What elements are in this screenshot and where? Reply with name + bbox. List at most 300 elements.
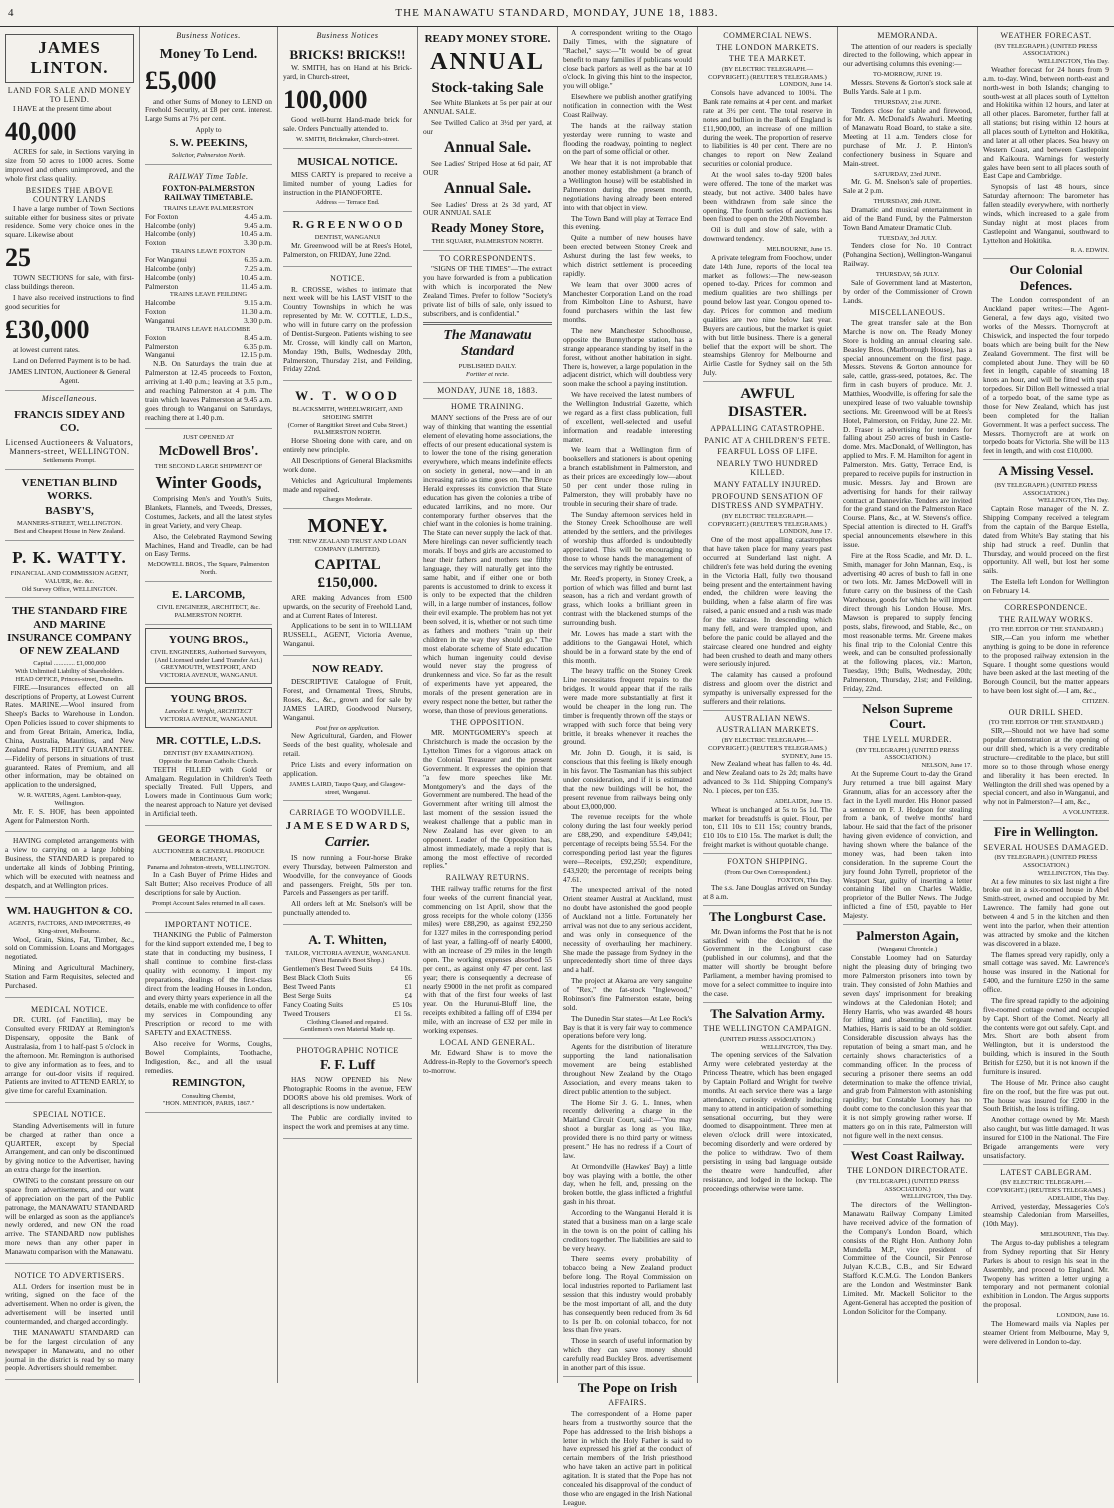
stock-text: See White Blankets at 5s per pair at our ANNUAL SALE. bbox=[423, 97, 552, 116]
price-item: Gentlemen's Best Tweed Suits bbox=[283, 964, 373, 974]
just-opened: JUST OPENED AT bbox=[182, 434, 235, 442]
thomas-sub: AUCTIONEER & GENERAL PRODUCE MERCHANT, bbox=[152, 848, 265, 863]
hose-text: See Ladies' Striped Hose at 6d pair, AT OUR bbox=[423, 158, 552, 177]
edwards-text: IS now running a Four-horse Brake every Thursday, between Palmerston and Woodville, for the conveyance of Goods and passengers. Freight, 50s per ton. Parcels and Passengers as per tariff. bbox=[283, 852, 412, 898]
linton-ad bbox=[5, 29, 134, 391]
memo-date1: TO-MORROW, JUNE 19. bbox=[873, 71, 942, 79]
rail-table-1 bbox=[145, 213, 272, 249]
ready-text3: New Agricultural, Garden, and Flower Seeds of the best quality, wholesale and retail. bbox=[283, 731, 412, 759]
rail-t3: TRAINS LEAVE FEILDING bbox=[169, 291, 248, 299]
young-ad bbox=[145, 628, 272, 684]
aus-byline: (BY ELECTRIC TELEGRAPH.—COPYRIGHT.) (REUTER'S TELEGRAMS.) bbox=[708, 737, 827, 752]
misc-head-2: MISCELLANEOUS. bbox=[869, 307, 946, 317]
fire-head: Fire in Wellington. bbox=[994, 823, 1098, 839]
timetable-time: 10.45 a.m. bbox=[240, 272, 272, 282]
greenwood-text: Mr. Greenwood will be at Rees's Hotel, Palmerston, on FRIDAY, June 22nd. bbox=[283, 241, 412, 260]
home-text: MANY sections of the Press are of our way of thinking that wanting the essential element of elevating home associations, the effects of our present educational system is to lower the tone of the rising generation everywhere, which means indefinite effects on society in general, now—and in an increasing ratio as time goes on. The Bruce Herald expresses its conviction that State education has given the colonies a tribe of educated larrikins, and no more. Our contemporary further observes that the chief want in the colonies is home training. The State can never supply the lack of that. Mere hirelings can never sufficiently teach morals. If boys and girls are accustomed to hear their fathers and mothers use filthy language, they will naturally get into the same habit, and if either one or both parents is accustomed to drink to excess it is only to be expected that the children will, in a large number of instances, follow their evil example. The problem has not yet been solved, it is, whether or not such time as fathers and mothers "train up their children in the way they should go." The most elaborate scheme of State education which human ingenuity could devise would never stay the progress of drunkenness and vice. So far as the result of experiments have yet appeared, the morals of the present generation are in every respect none the better, but rather the worse, than those of previous generations. bbox=[423, 412, 552, 715]
mcd-goods: Winter Goods, bbox=[155, 472, 262, 492]
palm-head: Palmerston Again, bbox=[856, 927, 959, 943]
larcomb-ad bbox=[145, 585, 272, 625]
news-12: Mr. Reed's property, in Stoney Creek, a portion of which was filled and burnt last season, has a rich and verdant growth of grass, which looks a brilliant green in contrast with the blackened stumps of the surrounding bush. bbox=[563, 573, 692, 627]
foxton-sub: (From Our Own Correspondent.) bbox=[724, 868, 811, 876]
masthead bbox=[0, 0, 1114, 27]
whitten-price-list bbox=[283, 965, 412, 1018]
cottle-text: TEETH FILLED with Gold or Amalgam. Regulation in Children's Teeth specially Treated. Full Uppers, and Lowers made in Continuous Gum work; the nearest approach to Nature yet devised in Artificial teeth. bbox=[145, 764, 272, 818]
memo-date5: TUESDAY, 3rd JULY. bbox=[878, 234, 937, 242]
music-ad bbox=[283, 152, 412, 213]
disaster-sub: APPALLING CATASTROPHE. bbox=[710, 424, 825, 434]
corr-sub: THE RAILWAY WORKS. bbox=[998, 614, 1094, 624]
long-head: The Longburst Case. bbox=[709, 909, 826, 925]
news-5: The Town Band will play at Terrace End this evening. bbox=[563, 213, 692, 232]
price-item: Tweed Trousers bbox=[283, 1008, 330, 1018]
linton-sub: LAND FOR SALE AND MONEY TO LEND. bbox=[7, 85, 132, 105]
mcd-text: Comprising Men's and Youth's Suits, Blankets, Flannels, and Tweeds, Dresses, Costumes, Jackets, and all the latest styles in great Variety, and very Cheap. bbox=[145, 494, 272, 530]
paper-motto: Fortiter et recte. bbox=[466, 370, 509, 378]
fire-line: Fire at the Ross Scadie, and Mr. D. L. Smith, manager for John Mannan, Esq., is advertising 40 acres of bush to fall in one or two lots. Mr. James McDowell will in future carry on the business of the Cash Warehouse, goods for which he will import direct through his London House. Mrs. Mawson is prepared to supply fencing posts, slabs, firewood, and Stable, &c., on most reasonable terms. Mr. Greene makes his final trip to the Colonial Centre this week, and can be consulted professionally at the following places, viz.: Marton, Tuesday, 19th; Bulls, Wednesday, 20th; Palmerston, Thursday, 21st; and Feilding, Friday, 22nd. bbox=[843, 550, 972, 693]
memo-text7: Sale of Government land at Masterton, by order of the Commissioner of Crown Lands. bbox=[843, 277, 972, 305]
price-item: Best Tweed Pants bbox=[283, 982, 336, 991]
greenwood-sub: DENTIST, WANGANUI bbox=[314, 234, 381, 242]
timetable-destination: For Foxton bbox=[145, 211, 179, 221]
pope-text: The correspondent of a Home paper hears from a trustworthy source that the Pope has addressed to the Irish bishops a letter in which the Holy Father is said to have expressed his grief at the conduct of certain members of the Irish priesthood who have taken an active part in political agitation. It is stated that the Pope has not concealed his disapproval of the conduct of those who are engaged in the Irish National League. bbox=[563, 1408, 692, 1507]
blind-ad bbox=[5, 473, 134, 541]
news-4: We hear that it is not improbable that another money establishment (a branch of a Wellington house) will be established in Palmerston during the present month, negotiations having already been entered into with that object in view. bbox=[563, 158, 692, 212]
cable-dateline: ADELAIDE, This Day. bbox=[1047, 1194, 1109, 1202]
news-20: Agents for the distribution of literature supporting the land nationalisation movement are being established throughout New Zealand by the Otago Association, and every means taken to direct public attention to the subject. bbox=[563, 1042, 692, 1096]
foxton-head: FOXTON SHIPPING. bbox=[727, 857, 808, 867]
linton-name: JAMES LINTON. bbox=[5, 34, 134, 83]
price-value: £4 10s. bbox=[390, 964, 412, 974]
page-title: THE MANAWATU STANDARD, MONDAY, JUNE 18, 1883. bbox=[395, 7, 719, 19]
opp-text: MR. MONTGOMERY's speech at Christchurch is made the occasion by the Lyttelton Times for a vigorous attack on the Colonial Treasurer and the present Government. It expresses the opinion that "a few more speeches like Mr. Montgomery's and the days of the Government are numbered. The head of the Government after writing till almost the last moment of the session issued the weakest challenge that a public man in New Zealand has ever given to an opponent. Leader of the Opposition has, almost immediately, made a reply that is among the most effective of recorded replies." bbox=[423, 728, 552, 871]
wcr-byline: (BY TELEGRAPH.) (UNITED PRESS ASSOCIATION.) bbox=[856, 1177, 959, 1193]
tea-byline: (BY ELECTRIC TELEGRAPH.—COPYRIGHT.) (REUTER'S TELEGRAMS.) bbox=[708, 65, 827, 81]
salv-sub: THE WELLINGTON CAMPAIGN. bbox=[703, 1024, 832, 1034]
news-14: The heavy traffic on the Stoney Creek Line necessitates frequent repairs to the bridges. It would appear that if the rails were made more substantially at first it would be cheaper in the long run. The timber is frequently thrown off the stays or wrapped with such force that being very brittle, it breaks whenever it reaches the ground. bbox=[563, 666, 692, 747]
linton-para5: Land on Deferred Payment is to be had. bbox=[13, 355, 131, 365]
opp-head: THE OPPOSITION. bbox=[450, 717, 525, 727]
timetable-time: 9.15 a.m. bbox=[244, 298, 272, 308]
rail-table-2 bbox=[145, 256, 272, 292]
wood-sub: BLACKSMITH, WHEELWRIGHT, AND SHOEING SMITH bbox=[292, 405, 403, 421]
memo-date4: THURSDAY, 28th JUNE. bbox=[873, 198, 942, 206]
aus-text: New Zealand wheat has fallen to 4s. 4d. and New Zealand oats to 2s 2d; malts have advanced to 3s 11d. Shipping Company's No. 1 pieces, per ton £35. bbox=[703, 759, 832, 796]
photo-head: PHOTOGRAPHIC NOTICE bbox=[296, 1046, 399, 1056]
news-2: Elsewhere we publish another gratifying notification in connection with the West Coast Railway. bbox=[563, 92, 692, 119]
timetable-destination: Foxton bbox=[145, 238, 166, 248]
blind-head: VENETIAN BLIND WORKS. bbox=[21, 476, 118, 502]
column-1 bbox=[0, 27, 140, 1383]
news-18: The project at Akaroa are very sanguine of "Rex," the fat-stock "Inglewood," Robinson's fine Palmerston estate, being sold. bbox=[563, 976, 692, 1012]
remington-notice-text: THANKING the Public of Palmerston for the kind support extended me, I beg to state that in conducting my business, I shall continue to combine first-class quality with economy. I import my preparations, dealings of the first-class direct from the leading Houses in London, and every thirty years experience in all the details, enable me with confidence to offer my services in Compounding any Prescription or record to me with SAFETY and EXACTNESS. bbox=[145, 930, 272, 1038]
whitten-tail: Clothing Cleaned and repaired. bbox=[306, 1018, 389, 1026]
notice-head: NOTICE TO ADVERTISERS. bbox=[14, 1270, 125, 1280]
linton-town-num: 25 bbox=[5, 243, 31, 273]
young-sub: CIVIL ENGINEERS, Authorised Surveyors, (And Licensed under Land Transfer Act.) bbox=[150, 648, 267, 664]
wood-name: W. T. WOOD bbox=[295, 388, 400, 404]
wood-addr: (Corner of Rangitikei Street and Cuba Street.) PALMERSTON NORTH. bbox=[287, 421, 408, 437]
wright-name: YOUNG BROS. bbox=[170, 693, 247, 706]
palm-text: Constable Loomey had on Saturday night the pleasing duty of bringing two more Palmerston prisoners into town by train. They consisted of John Mathies and seven days' imprisonment for breaking windows at the Caledonian Hotel; and Henry Harris, who was awarded 48 hours for idling and absenting the Sergeant Mathies, Harris is said to be an old soldier. Considerable discussion always has the reputation of being a smart man, and he certainly shows characteristics of a commanding officer. In the process of securing a prisoner there seems an odd determination to make the offence trivial, and grab from Palmerston with astonishing rapidity; but Constable Loomey has no doubt come to the conclusion this year that it is not simply growing rather worse. If matters go on in this rate, Palmerston will not figure well in the next census. bbox=[843, 953, 972, 1140]
sidey-sub: Licensed Auctioneers & Valuators, Manners-street, WELLINGTON. bbox=[5, 437, 134, 457]
timetable-time: 12.15 p.m. bbox=[240, 350, 272, 360]
linton-para1: I HAVE at the present time about bbox=[13, 103, 112, 113]
cable-dateline3: LONDON, June 16. bbox=[1056, 1312, 1109, 1320]
linton-acres: 40,000 bbox=[5, 116, 77, 146]
watty-ad bbox=[5, 544, 134, 599]
sidey-name: FRANCIS SIDEY AND CO. bbox=[14, 409, 125, 435]
money-sign: Solicitor, Palmerston North. bbox=[171, 152, 246, 160]
blind-name: BASBY'S, bbox=[45, 504, 94, 517]
crosse-text: R. CROSSE, wishes to intimate that next week will be his LAST VISIT to the Country Townships in which he was represented by Mr. W. COTTLE, L.D.S., who will in future carry on the profession of Dentist-Surgeon. Patients wishing to see Mr. Crosse, will kindly call on Marton, Monday 19th, Bulls, Wednesday 20th, Palmerston, Thursday 21st, and Feilding, Friday 22nd. bbox=[283, 284, 412, 374]
fire-liab: With Unlimited Liability of Shareholders. bbox=[15, 668, 124, 676]
thomas-ad bbox=[145, 829, 272, 913]
nelson-byline: (BY TELEGRAPH.) (UNITED PRESS ASSOCIATION.) bbox=[856, 746, 959, 762]
timetable-time: 6.35 p.m. bbox=[244, 341, 272, 351]
special-ad bbox=[5, 1106, 134, 1264]
cottle-name: MR. COTTLE, L.D.S. bbox=[156, 734, 261, 747]
linton-besides: BESIDES THE ABOVE COUNTRY LANDS bbox=[25, 185, 114, 205]
money-head: MONEY. bbox=[307, 515, 388, 538]
memo-date2: THURSDAY, 21st JUNE. bbox=[873, 98, 942, 106]
timetable-destination: Foxton bbox=[145, 307, 166, 317]
memo-text2: Messrs. Stevens & Gorton's stock sale at Bulls Yards. Sale at 1 p.m. bbox=[843, 78, 972, 96]
money-apply-2: Applications to be sent in to WILLIAM RUSSELL, AGENT, Victoria Avenue, Wanganui. bbox=[283, 621, 412, 649]
news-21: The Home Sir J. G. L. Innes, when recently delivering a charge in the Maitland Circuit Court, said:—"You may shoot a burglar as long as you like, provided there is no third party or witness present." He has no redress if a Court of law. bbox=[563, 1097, 692, 1160]
paper-date: MONDAY, JUNE 18, 1883. bbox=[437, 385, 538, 395]
rail-table-4 bbox=[145, 334, 272, 361]
fire-text6: Another cottage owned by Mr. Marsh also caught, but was little damaged. It was insured for £100 in the National. The Fire Brigade arrangements were very unsatisfactory. bbox=[983, 1115, 1109, 1160]
weather-byline: (BY TELEGRAPH.) (UNITED PRESS ASSOCIATION.) bbox=[994, 42, 1098, 58]
thomas-text: In a Cash Buyer of Prime Hides and Salt Butter; Also receives Produce of all descriptions for sale by Auction. bbox=[145, 870, 272, 898]
store-head: READY MONEY STORE. bbox=[424, 33, 551, 45]
disaster-sub5: MANY FATALLY INJURED. bbox=[713, 480, 822, 490]
news-23: According to the Wanganui Herald it is stated that a business man on a large scale in the town is on the point of calling his creditors together. The liabilities are said to be very heavy. bbox=[563, 1208, 692, 1253]
news-22: At Ormondville (Hawkes' Bay) a little boy was playing with a bottle, the other day, when he fell, and, pressing on the broken bottle, the glass inflicted a frightful gash in his throat. bbox=[563, 1161, 692, 1207]
price-value: £5 10s bbox=[392, 999, 412, 1009]
news-10: We learn that a Wellington firm of booksellers and stationers is about opening a branch establishment in Palmerston, and as their prices are exceedingly low—about 50 per cent under those ruling in Palmerston, they will probably have no trouble in securing their share of trade. bbox=[563, 445, 692, 508]
remington-name: REMINGTON, bbox=[172, 1077, 245, 1090]
railway-head: RAILWAY RETURNS. bbox=[445, 873, 530, 883]
bricks-text: W. SMITH, has on Hand at his Brick-yard, in Church-street, bbox=[283, 63, 412, 82]
news-1: A correspondent writing to the Otago Daily Times, with the signature of "Rachel," says:—"It would be of great benefit to many families if publicans would close back parlors as well as the bar at 10 o'clock. In giving this hint to the inspector, you will oblige." bbox=[563, 28, 692, 91]
news-16: The revenue receipts for the whole colony during the last four weekly period are £88,290, and expenditure £49,041; percentage of receipts being 55.54. For the corresponding period last year the figures were—Receipts, £92,250; expenditure, £43,920; the percentage of receipts being 47.61. bbox=[563, 812, 692, 884]
fire-name: THE STANDARD FIRE AND MARINE INSURANCE COMPANY OF NEW ZEALAND bbox=[7, 605, 132, 658]
memo-date3: SATURDAY, 23rd JUNE. bbox=[873, 170, 942, 178]
news-13: Mr. Lowes has made a start with the additions to the Gangawai Hotel, which should be in a forward state by the end of this month. bbox=[563, 628, 692, 665]
rail-sub: FOXTON-PALMERSTON RAILWAY TIMETABLE. bbox=[162, 183, 255, 203]
luff-ad bbox=[283, 1042, 412, 1139]
salv-text: The opening services of the Salvation Army were celebrated yesterday at the Princess Theatre, which has been engaged by Captain Pollard and Wright for twelve months. At each service there was a large attendance, curiosity evidently inducing many to attend in anticipation of something sensational occurring, but they were doomed to disappointment. Three men at eleven o'clock drill were intoxicated, becoming disorderly and were ordered by the police to withdraw. Two of them persisting in using bad language outside the theatre were handcuffed, after resistance, and lodged in the lockup. The proceedings otherwise were tame. bbox=[703, 1050, 832, 1193]
columns bbox=[0, 27, 1114, 1507]
cottle-addr: Opposite the Roman Catholic Church. bbox=[158, 757, 259, 765]
remington-tail: "HON. MENTION, PARIS, 1867." bbox=[162, 1100, 255, 1108]
column-4 bbox=[418, 27, 558, 1383]
music-addr: Address — Terrace End. bbox=[315, 199, 380, 207]
calico-text: See Twilled Calico at 3½d per yard, at our bbox=[423, 117, 552, 136]
rail-note: N.B. On Saturdays the train due at Palmerston at 12.45 proceeds to Foxton, arriving at 1.40 p.m.; leaving at 3.5 p.m., and reaching Palmerston at 4 p.m. The train which leaves Palmerston at 9.45 a.m. goes through to Wanganui on Saturdays, reaching there at 1.40 p.m. bbox=[145, 359, 272, 422]
foxton-dateline: FOXTON, This Day. bbox=[777, 876, 832, 884]
hof-text: Mr. F. S. HOF, has been appointed Agent for Palmerston North. bbox=[5, 806, 134, 825]
corr-sign: CITIZEN. bbox=[1082, 698, 1109, 706]
money-apply: Apply to bbox=[195, 125, 222, 135]
news-11: The Sunday afternoon services held in the Stoney Creek Schoolhouse are well attended by the settlers, and the privileges of worship thus afforded is undoubtedly appreciated. This will be encouraging to those to whose hands the management of the services may rightly be entrusted. bbox=[563, 509, 692, 572]
salv-byline: (UNITED PRESS ASSOCIATION.) bbox=[720, 1035, 815, 1043]
music-text: MISS CARTY is prepared to receive a limited number of young Ladies for instruction in the PIANOFORTE. bbox=[283, 169, 412, 197]
cable-text2: The Argus to-day publishes a telegram from Sydney reporting that Sir Henry Parkes is about to resign his seat in the Assembly, and proceed to England. Mr. Twopeny has written a letter urging a temporary and not permanent colonial exhibition in London. The Argus supports the proposal. bbox=[983, 1238, 1109, 1310]
mcd-text2: Also, the Celebrated Raymond Sewing Machines, Hand and Treadle, can be had on Easy Terms. bbox=[145, 531, 272, 559]
memo-text5: Dramatic and musical entertainment in aid of the Band Fund, by the Palmerston Town Band Amateur Dramatic Club. bbox=[843, 205, 972, 232]
wright-sub: Lancelot E. Wright, ARCHITECT bbox=[164, 708, 253, 716]
tea-dateline: LONDON, June 14. bbox=[779, 81, 832, 89]
adelaide-text: Wheat is unchanged at 5s to 5s 1d. The market for breadstuffs is quiet. Flour, per ton, £11 10s to £11 15s; country brands, £10 10s to £10 15s. The market is dull; the freight market is without quotable change. bbox=[703, 804, 832, 850]
bricks-sign: W. SMITH, Brickmaker, Church-street. bbox=[296, 135, 399, 143]
timetable-destination: Halcombe (only) bbox=[145, 220, 196, 230]
aus-sub: AUSTRALIAN MARKETS. bbox=[716, 725, 819, 735]
fire-byline: (BY TELEGRAPH.) (UNITED PRESS ASSOCIATION.) bbox=[994, 854, 1098, 869]
memo-head: MEMORANDA. bbox=[877, 31, 938, 40]
remington-ad bbox=[145, 916, 272, 1113]
price-value: £1 5s. bbox=[394, 1008, 412, 1018]
business-head: Business Notices. bbox=[176, 31, 241, 40]
weather-dateline: WELLINGTON, This Day. bbox=[1037, 58, 1109, 66]
crosse-head: NOTICE. bbox=[330, 274, 365, 284]
timetable-row bbox=[145, 317, 272, 326]
colonial-text: The London correspondent of an Auckland paper writes:—The Agent-General, a few days ago, visited two works of the Messrs. Thornycroft at Chiswick, and inspected the four torpedo boats which are being built for the New Zealand Government. The first will be completed about June. They will be 60 feet in length, capable of steaming 18 knots an hour, and will be fitted with spar torpedoes. Sir Dillon Bell witnessed a trial of a torpedo boat, of the same type as those for New Zealand, which has just been completed for the Italian Government. It was a perfect success. The Messrs. Thornycroft are at work on torpedo boats for Victoria. She will be 113 feet in length, and with cost £10,000. bbox=[983, 295, 1109, 456]
cable-head: LATEST CABLEGRAM. bbox=[1000, 1167, 1092, 1177]
cable-text: Arrived, yesterday, Messageries Co's steamship Caledonian from Marseilles, (10th May). bbox=[983, 1201, 1109, 1229]
news-7: We learn that over 3000 acres of Manchester Corporation Land on the road from Kimbolton Line to Ashurst, have found purchasers within the last few months. bbox=[563, 279, 692, 325]
nelson-sub: THE LYELL MURDER. bbox=[863, 735, 952, 745]
news-17: The unexpected arrival of the noted Orient steamer Austral at Auckland, must no doubt have astonished the good people of Auckland not a little. Fortunately her arrival was not due to any serious accident, and was only in consequence of the necessity of overhauling her machinery. She made the passage from Sydney in the unprecedentedly short time of three days and a half. bbox=[563, 885, 692, 975]
rail-t2: TRAINS LEAVE FOXTON bbox=[171, 248, 246, 256]
money-amount: £5,000 bbox=[145, 66, 217, 96]
news-15: Mr. John D. Gough, it is said, is conscious that this feeling is likely enough in his favor. The Tasmanian has this subject under consideration, and if it is estimated that the new buildings will be hot, the present revenue from railways being only about £3,000,000. bbox=[563, 748, 692, 811]
timetable-destination: Palmerston bbox=[145, 281, 179, 291]
news-6: Quite a number of new houses have been erected between Stoney Creek and Ashurst during the last few weeks, to which district settlement is proceeding rapidly. bbox=[563, 233, 692, 278]
timetable-time: 4.45 a.m. bbox=[244, 211, 272, 221]
palm-sub: (Wanganui Chronicle.) bbox=[877, 946, 938, 954]
haughton-text: Wool, Grain, Skins, Fat, Timber, &c., sold on Commission. Loans and Mortgages negotiated. bbox=[5, 934, 134, 962]
rail-t1: TRAINS LEAVE PALMERSTON bbox=[163, 204, 254, 212]
timetable-time: 7.25 a.m. bbox=[244, 263, 272, 273]
disaster-sub6: PROFOUND SENSATION OF DISTRESS AND SYMPATHY. bbox=[711, 491, 824, 511]
fire-sub: SEVERAL HOUSES DAMAGED. bbox=[983, 842, 1109, 852]
thomas-name: GEORGE THOMAS, bbox=[157, 832, 260, 845]
timetable-destination: Halcombe (only) bbox=[145, 272, 196, 282]
young-addr: GREYMOUTH, WESTPORT, AND VICTORIA AVENUE, WANGANUI. bbox=[159, 664, 258, 680]
colonial-head: Our Colonial Defences. bbox=[1009, 262, 1083, 293]
lustre-text: See Ladies' Dress at 2s 3d yard, AT OUR ANNUAL SALE bbox=[423, 199, 552, 218]
timetable-destination: Wanganui bbox=[145, 315, 175, 325]
thomas-tail: Prompt Account Sales returned in all cases. bbox=[152, 900, 265, 908]
london-head: THE LONDON MARKETS. bbox=[715, 42, 820, 52]
nelson-text: At the Supreme Court to-day the Grand Jury returned a true bill against Mary Grannum, alias for an accessory after the fact in the Lyell murder. His Honor passed a sentence on F. J. Hodgson for stealing from a bank, of twelve months' hard labour. He said that the fact of the prisoner having given evidence of conviction, and having shown where the balance of the money was, had been taken into consideration. In the supreme Court the jury found John Tyrrell, proprietor of the Westport Star, guilty of inserting a letter containing libel on Charles Waldie, proprietor of the Buller News. The Judge inflicted a fine of £50, payable to Her Majesty. bbox=[843, 769, 972, 921]
vessel-byline: (BY TELEGRAPH.) (UNITED PRESS ASSOCIATION.) bbox=[994, 481, 1098, 497]
wood-text3: Vehicles and Agricultural Implements made and repaired. bbox=[283, 475, 412, 494]
wcr-text: The directors of the Wellington-Manawatu Railway Company Limited have received advice of the formation of the Company's London Board, which consists of the Right Hon. Anthony John Mundella M.P., vice president of Committee of the Council, Sir Penrose Julyan K.C.B., C.B., and Sir Edward Stafford K.C.M.G. The London Bankers are the London and Westminster Bank Limited. Mr. Mackell Solicitor to the Agent-General has accepted the position of London Solicitor for the Company. bbox=[843, 1200, 972, 1316]
drill-sign: A VOLUNTEER. bbox=[1062, 809, 1109, 817]
wcr-dateline: WELLINGTON, This Day. bbox=[900, 1193, 972, 1201]
timetable-time: 6.35 a.m. bbox=[244, 254, 272, 264]
timetable-destination: Halcombe bbox=[145, 298, 176, 308]
price-item: Best Serge Suits bbox=[283, 990, 332, 1000]
weather-head: WEATHER FORECAST. bbox=[1000, 31, 1092, 40]
timetable-destination: Halcombe (only) bbox=[145, 229, 196, 239]
cottle-sub: DENTIST (BY EXAMINATION). bbox=[163, 750, 254, 758]
linton-para3: I have a large number of Town Sections suitable either for business sites or private residence. Some very choice ones in the square. Likewise about bbox=[5, 203, 134, 240]
cable-text3: The Homeward mails via Naples per steamer Orient from Melbourne, May 9, were delivered in London to-day. bbox=[983, 1318, 1109, 1346]
cable-dateline2: MELBOURNE, This Day. bbox=[1040, 1231, 1109, 1239]
larcomb-name: E. LARCOMB, bbox=[171, 588, 246, 601]
ready-sign: JAMES LAIRD, Taupo Quay, and Glasgow-street, Wanganui. bbox=[289, 780, 406, 796]
annual-sale: Annual Sale. bbox=[443, 139, 532, 157]
notice-text: ALL Orders for insertion must be in writing, signed on the face of the advertisement. When no order is given, the advertisement will be inserted until countermanded, and charged accordingly. bbox=[5, 1281, 134, 1327]
timetable-time: 9.45 a.m. bbox=[244, 220, 272, 230]
printing-text: HAVING completed arrangements with a view to carrying on a large Jobbing Business, the STANDARD is prepared to undertake all kinds of Jobbing Printing, which will be executed with neatness and despatch, and at Wellington prices. bbox=[5, 836, 134, 890]
column-6 bbox=[698, 27, 838, 1383]
page-number: 4 bbox=[8, 7, 15, 19]
timetable-destination: Halcombe (only) bbox=[145, 263, 196, 273]
insurance-ad bbox=[5, 601, 134, 832]
blind-tail: Best and Cheapest House in New Zealand. bbox=[13, 527, 125, 535]
whitten-tail2: Gentlemen's own Material Made up. bbox=[300, 1026, 395, 1034]
greenwood-name: R. G R E E N W O O D bbox=[292, 219, 403, 232]
bricks-ad bbox=[283, 43, 412, 149]
vessel-dateline: WELLINGTON, This Day. bbox=[1037, 497, 1109, 505]
timetable-destination: Palmerston bbox=[145, 341, 179, 351]
drill-text: SIR,—Should not we have had some popular demonstration at the opening of our drill shed, which is a very creditable structure—creditable to the place, but still more so to those through whose energy and liberality it has been erected. In Wellington the drill shed was opened by a special concert, and also in Wanganui, and why not in Palmerston?—I am, &c., bbox=[983, 726, 1109, 807]
business-head-2: Business Notices bbox=[316, 31, 379, 40]
mcd-name: McDowell Bros'. bbox=[158, 444, 259, 460]
tea-text: Consols have advanced to 100¼. The Bank rate remains at 4 per cent. and market rate at 3½ per cent. The total reserve in notes and bullion in the Bank of England is £11,900,000, an increase of one million during the week. The proportion of reserve to liabilities is 40 per cent. There are no changes to report on New Zealand securities or colonial produce. bbox=[703, 88, 832, 169]
photo-tail: The Public are cordially invited to inspect the work and premises at any time. bbox=[283, 1112, 412, 1131]
commercial-head: COMMERCIAL NEWS. bbox=[723, 31, 812, 40]
wool-text: At the wool sales to-day 9200 bales were offered. The tone of the market was steady, but not active. 3400 bales have been withdrawn from sale since the opening. The fourth series of auctions has been fixed to open on the 20th November. bbox=[703, 170, 832, 224]
memo-date6: THURSDAY, 5th JULY. bbox=[875, 271, 940, 279]
fire-sign: W. R. WATERS, Agent. Lambton-quay, Wellington. bbox=[17, 792, 122, 807]
column-3 bbox=[278, 27, 418, 1383]
corr-text: "SIGNS OF THE TIMES"—The extract you have forwarded is from a publication with which is incorporated the New Zealand Times. Prefer to follow "Society's private list of bills of sale, only issued to subscribers, and is confidential." bbox=[423, 264, 552, 318]
melb-text: A private telegram from Foochow, under date 14th June, reports of the local tea market as follows:—The new-season opened to-day. Prices for common and medium qualities are two shillings per pound below last year. Congou opened to-day. Prices for common and medium qualities are two nine below last year. Buyers are cautious, but the market is quiet with but little business. There is a general belief that the export will be short. The steamships Glenroy for Melbourne and Airlie Castle for Sydney sail on the 5th July. bbox=[703, 252, 832, 378]
vessel-head: A Missing Vessel. bbox=[998, 463, 1094, 479]
paper-sub: PUBLISHED DAILY. bbox=[458, 363, 517, 371]
money-capital: CAPITAL £150,000. bbox=[314, 556, 381, 591]
corr-text-2: SIR,—Can you inform me whether anything is going to be done in reference to the proposed railway extension in the Square. I thought some questions would have been asked at the last meeting of the Borough Council, but the matter appears to have been lost sight of.—I am, &c., bbox=[983, 632, 1109, 696]
stock-title: Stock-taking Sale bbox=[431, 79, 544, 96]
bricks-num: 100,000 bbox=[283, 84, 368, 114]
haughton-tail: Mining and Agricultural Machinery, Station and Farm Requisites, selected and Purchased. bbox=[5, 963, 134, 990]
greenwood-ad bbox=[283, 215, 412, 267]
vessel-text2: The Estella left London for Wellington on February 14. bbox=[983, 577, 1109, 596]
money-company: THE NEW ZEALAND TRUST AND LOAN COMPANY (LIMITED). bbox=[288, 538, 407, 553]
local-text: Mr. Edward Shaw is to move the Address-in-Reply to the Governor's speech to-morrow. bbox=[423, 1048, 552, 1076]
sidey-tail: Settlements Prompt. bbox=[43, 456, 96, 464]
annual-sale-2: Annual Sale. bbox=[443, 180, 532, 198]
weather-sign: R. A. EDWIN. bbox=[1070, 247, 1109, 255]
thomas-addr: Panama and Johnston-streets, WELLINGTON. bbox=[147, 863, 270, 871]
sidey-ad bbox=[5, 405, 134, 469]
linton-town: TOWN SECTIONS for sale, with first-class buildings thereon. bbox=[5, 273, 134, 292]
fire-text3: The flames spread very rapidly, only a small cottage was saved. Mr. Lawrence's house was insured in the National for £400, and the furniture £250 in the same office. bbox=[983, 949, 1109, 994]
photo-text: HAS NOW OPENED his New Photographic Rooms in the avenue, FEW DOORS above his old premises. Work of all descriptions is now undertaken. bbox=[283, 1075, 412, 1112]
weather-text: Weather forecast for 24 hours from 9 a.m. to-day. Wind, between north-east and north-west in both Islands; changing to south-west at all places south of Lyttelton and Hokitika within 12 hours, and later at all other places. Barometer, further fall at all stations; but rising within 12 hours at all places south of Lyttelton and Hokitika, and later at all other places. Sea heavy on Western Coast, and between Castlepoint and Kaikoura. Warnings for westerly gales have been sent to all places south of East Cape and Cambridge. bbox=[983, 64, 1109, 181]
linton-para4: I have also received instructions to find good securities for bbox=[5, 293, 134, 312]
remington-notice-text2: Also receive for Worms, Coughs, Bowel Complaints, Toothache, Indigestion, &c., and all the usual remedies. bbox=[145, 1038, 272, 1075]
money-text-2: ARE making Advances from £500 upwards, on the security of Freehold Land, and at Current Rates of Interest. bbox=[283, 592, 412, 620]
money-title: Money To Lend. bbox=[159, 46, 258, 62]
ready-text2: Post free on application. bbox=[315, 724, 380, 732]
wood-text2: All Descriptions of General Blacksmiths work done. bbox=[283, 455, 412, 474]
news-19: The Dunedin Star states—At Lee Rock's Bay is that it is very fair way to commence operations before very long. bbox=[563, 1013, 692, 1041]
news-24: There seems every probability of tobacco being a New Zealand product before long. The Royal Commission on local industries reported to Parliament last session that this industry would probably be the most important of all, and the duty has consequently been reduced from 3s 6d to 1s per lb. on colonial tobacco, for not less than five years. bbox=[563, 1254, 692, 1335]
news-25: Those in search of useful information by which they can save money should carefully read Buckley Bros. advertisement in another part of this issue. bbox=[563, 1336, 692, 1372]
drill-head: OUR DRILL SHED. bbox=[1008, 707, 1084, 717]
haughton-name: WM. HAUGHTON & CO. bbox=[6, 904, 133, 917]
vessel-text: Captain Rose manager of the N. Z. Shipping Company received a telegram from the captain of the Barque Estella, dated from White's Bay stating that his ship had struck a reef. Dunlin that Thursday, and would proceed on the first opportunity. All well, but lost her some sails. bbox=[983, 504, 1109, 576]
edwards-ad bbox=[283, 804, 412, 925]
local-head: LOCAL AND GENERAL. bbox=[439, 1037, 536, 1047]
home-head: HOME TRAINING. bbox=[450, 402, 525, 412]
timetable-time: 3.30 p.m. bbox=[244, 315, 272, 325]
foxton-text: The s.s. Jane Douglas arrived on Sunday at 8 a.m. bbox=[703, 883, 832, 902]
ready-text: DESCRIPTIVE Catalogue of Fruit, Forest, and Ornamental Trees, Shrubs, Roses, &c., &c., grown and for sale by JAMES LAIRD, Goodwood Nursery, Wanganui. bbox=[283, 677, 412, 722]
store-name: Ready Money Store, bbox=[431, 220, 544, 236]
store-ad bbox=[423, 29, 552, 251]
special-text: Standing Advertisements will in future be charged at rather than once a QUARTER, except by Special Arrangement, and can only be discontinued by giving notice to the Advertiser, having an extra charge for the insertion. bbox=[5, 1120, 134, 1175]
special-head: SPECIAL NOTICE. bbox=[33, 1110, 106, 1120]
adelaide-dateline: ADELAIDE, June 15. bbox=[774, 797, 832, 805]
price-item: Best Black Cloth Suits bbox=[283, 973, 351, 983]
edwards-name: J A M E S E D W A R D S, bbox=[285, 819, 410, 832]
long-text: Mr. Dwan informs the Post that he is not satisfied with the decision of the Government in the Longburst case (published in our columns), and that the matter will shortly be brought before Parliament, a member having promised to move for a select committee to inquire into the case. bbox=[703, 926, 832, 998]
cottle-ad bbox=[145, 731, 272, 826]
larcomb-addr: PALMERSTON NORTH. bbox=[174, 611, 243, 619]
weather-text2: Synopsis of last 48 hours, since Saturday afternoon: The barometer has fallen steadily everywhere, with northerly winds, which increased to a gale from Sunday night at most places from Castlepoint and Wanganui, southward to Lyttelton and Hokitika. bbox=[983, 182, 1109, 245]
disaster-text2: The calamity has caused a profound distress and gloom over the district and sympathy is universally expressed for the sufferers and their relations. bbox=[703, 670, 832, 706]
timetable-time: 11.45 a.m. bbox=[241, 281, 272, 291]
timetable-time: 3.30 p.m. bbox=[244, 238, 272, 248]
aus-dateline: SYDNEY, June 15. bbox=[781, 752, 832, 760]
nelson-dateline: NELSON, June 17. bbox=[921, 762, 972, 770]
corr-to: (TO THE EDITOR OF THE STANDARD.) bbox=[988, 626, 1104, 634]
fire-text: FIRE.—Insurances effected on all descriptions of Property, at Lowest Current Rates. MARINE.—Wool insured from Sheep's Backs to Warehouse in London. Open Policies issued to cover shipments to and from Great Britain, America, India, China, Australia, Mauritius, and New Zealand Ports. FIDELITY GUARANTEE.—Fidelity of persons in situations of trust guaranteed. Rates of Premium, and all other information, may be obtained on application to the undersigned, bbox=[5, 682, 134, 790]
price-value: £4 bbox=[404, 990, 412, 1000]
railway-ad bbox=[145, 168, 272, 429]
carriage-head: CARRIAGE TO WOODVILLE. bbox=[289, 808, 406, 818]
disaster-text: One of the most appalling catastrophes that have taken place for many years past occurred at Sunderland last night. A children's fete was held during the evening in the Victoria Hall, fully two thousand being present and the entertainment having ended, the children were leaving the building, when a false alarm of fire was raised, a panic ensued and a rush was made for the staircase. In descending which many fell, and were trampled upon, and before the panic could be allayed and the staircase cleared one hundred and eighty had been crushed to death and many others were seriously injured. bbox=[703, 535, 832, 669]
memo-text6: Tenders close for No. 10 Contract (Pohangina Section), Wellington-Wanganui Railway. bbox=[843, 241, 972, 269]
store-addr: THE SQUARE, PALMERSTON NORTH. bbox=[431, 237, 544, 245]
paper-title: The Manawatu Standard bbox=[443, 327, 532, 360]
price-row bbox=[283, 1010, 412, 1019]
wright-addr: VICTORIA AVENUE, WANGANUI. bbox=[159, 716, 258, 724]
misc-head: Miscellaneous. bbox=[41, 393, 98, 403]
medical-head: MEDICAL NOTICE. bbox=[31, 1004, 108, 1014]
disaster-sub2: PANIC AT A CHILDREN'S FETE. bbox=[704, 435, 831, 445]
price-item: Fancy Coating Suits bbox=[283, 999, 343, 1009]
timetable-time: 10.45 a.m. bbox=[240, 229, 272, 239]
haughton-sub: AGENTS, FACTORS, AND IMPORTERS, 49 King-street, Melbourne. bbox=[8, 919, 131, 935]
notice-ad bbox=[5, 1267, 134, 1380]
laird-ad bbox=[283, 659, 412, 801]
price-value: £1 bbox=[404, 982, 412, 991]
pope-head: The Pope on Irish bbox=[577, 1379, 678, 1395]
disaster-sub4: NEARLY TWO HUNDRED KILLED. bbox=[716, 458, 819, 478]
crosse-ad bbox=[283, 270, 412, 381]
money-lend-ad bbox=[145, 43, 272, 165]
